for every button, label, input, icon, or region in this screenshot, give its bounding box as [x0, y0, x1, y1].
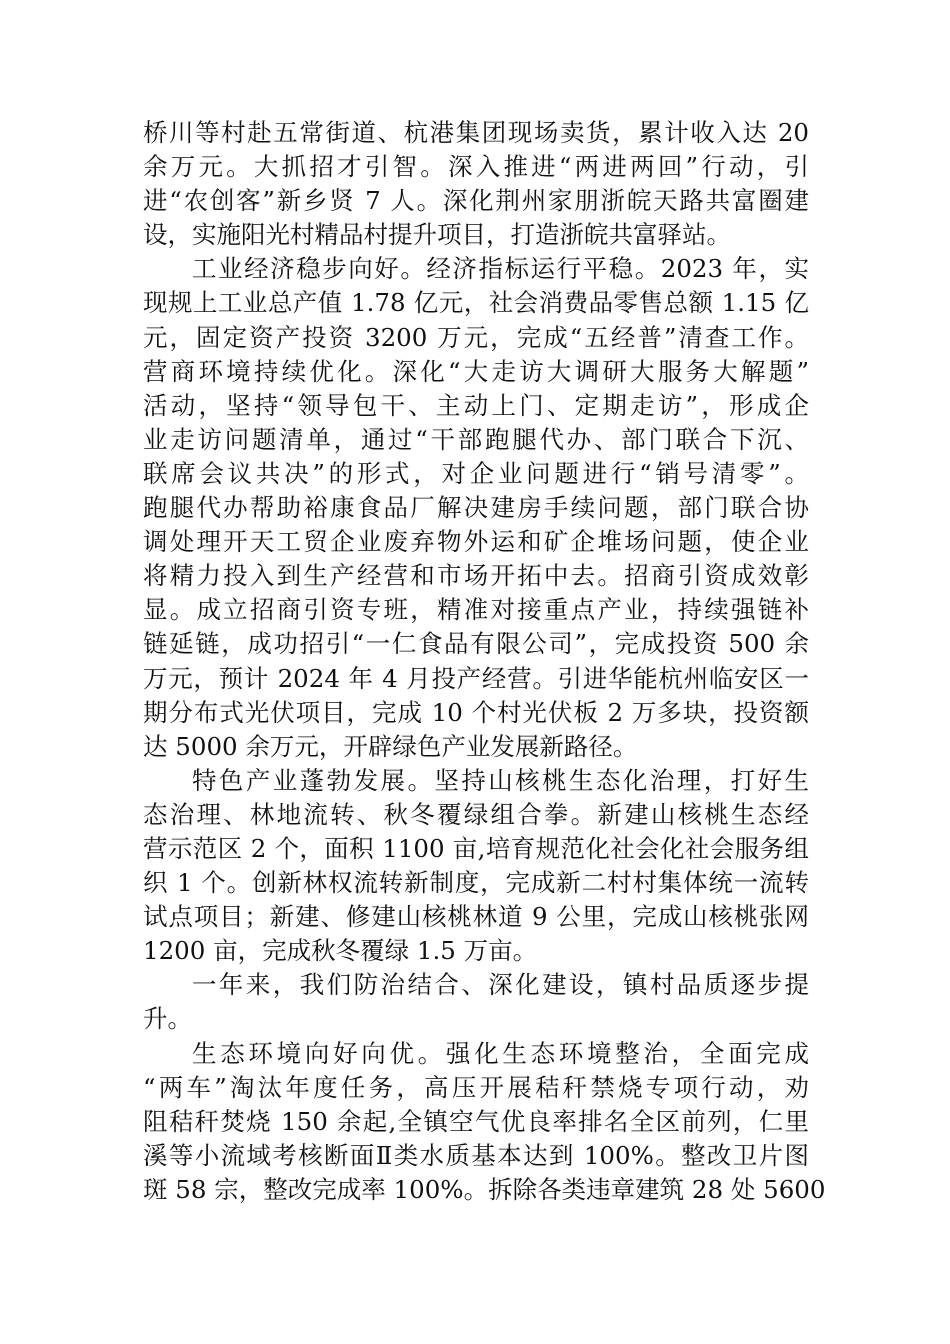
text-line: 调处理开天工贸企业废弃物外运和矿企堆场问题，使企业: [143, 527, 809, 557]
text-line: 试点项目；新建、修建山核桃林道 9 公里，完成山核桃张网: [143, 902, 809, 932]
text-line: 链延链，成功招引“一仁食品有限公司”，完成投资 500 余: [143, 629, 809, 659]
text-line: 态治理、林地流转、秋冬覆绿组合拳。新建山核桃生态经: [143, 799, 809, 829]
text-line: 业走访问题清单，通过“干部跑腿代办、部门联合下沉、: [143, 424, 809, 454]
text-line: 联席会议共决”的形式，对企业问题进行“销号清零”。: [143, 458, 809, 488]
text-line: 特色产业蓬勃发展。坚持山核桃生态化治理，打好生: [192, 765, 809, 795]
body-text: [143, 116, 826, 1207]
text-line: 元，固定资产投资 3200 万元，完成“五经普”清查工作。: [143, 322, 809, 352]
text-line: 一年来，我们防治结合、深化建设，镇村品质逐步提: [192, 970, 809, 1000]
text-line: 万元，预计 2024 年 4 月投产经营。引进华能杭州临安区一: [143, 663, 809, 693]
text-line: 显。成立招商引资专班，精准对接重点产业，持续强链补: [143, 595, 809, 625]
text-line: “两车”淘汰年度任务，高压开展秸秆禁烧专项行动，劝: [143, 1072, 809, 1102]
text-line: 营示范区 2 个，面积 1100 亩,培育规范化社会化社会服务组: [143, 833, 809, 863]
text-line: 将精力投入到生产经营和市场开拓中去。招商引资成效彰: [143, 561, 809, 591]
text-line: 活动，坚持“领导包干、主动上门、定期走访”，形成企: [143, 390, 809, 420]
text-line: 织 1 个。创新林权流转新制度，完成新二村村集体统一流转: [143, 868, 809, 898]
text-line: 斑 58 宗，整改完成率 100%。拆除各类违章建筑 28 处 5600: [143, 1174, 826, 1204]
text-line: 生态环境向好向优。强化生态环境整治，全面完成: [192, 1038, 809, 1068]
text-line: 升。: [143, 1004, 192, 1034]
text-line: 进“农创客”新乡贤 7 人。深化荆州家朋浙皖天路共富圈建: [143, 186, 809, 216]
text-line: 跑腿代办帮助裕康食品厂解决建房手续问题，部门联合协: [143, 493, 809, 523]
text-line: 达 5000 余万元，开辟绿色产业发展新路径。: [143, 731, 638, 761]
text-line: 桥川等村赴五常街道、杭港集团现场卖货，累计收入达 20: [143, 118, 809, 147]
text-line: 营商环境持续优化。深化“大走访大调研大服务大解题”: [143, 356, 809, 386]
text-line: 1200 亩，完成秋冬覆绿 1.5 万亩。: [143, 936, 538, 966]
text-line: 现规上工业总产值 1.78 亿元，社会消费品零售总额 1.15 亿: [143, 288, 809, 318]
text-line: 期分布式光伏项目，完成 10 个村光伏板 2 万多块，投资额: [143, 697, 809, 727]
text-line: 溪等小流域考核断面Ⅱ类水质基本达到 100%。整改卫片图: [143, 1140, 809, 1170]
text-line: 设，实施阳光村精品村提升项目，打造浙皖共富驿站。: [143, 220, 731, 250]
text-line: 工业经济稳步向好。经济指标运行平稳。2023 年，实: [192, 254, 809, 284]
text-line: 余万元。大抓招才引智。深入推进“两进两回”行动，引: [143, 152, 809, 182]
text-line: 阻秸秆焚烧 150 余起,全镇空气优良率排名全区前列，仁里: [143, 1106, 809, 1136]
